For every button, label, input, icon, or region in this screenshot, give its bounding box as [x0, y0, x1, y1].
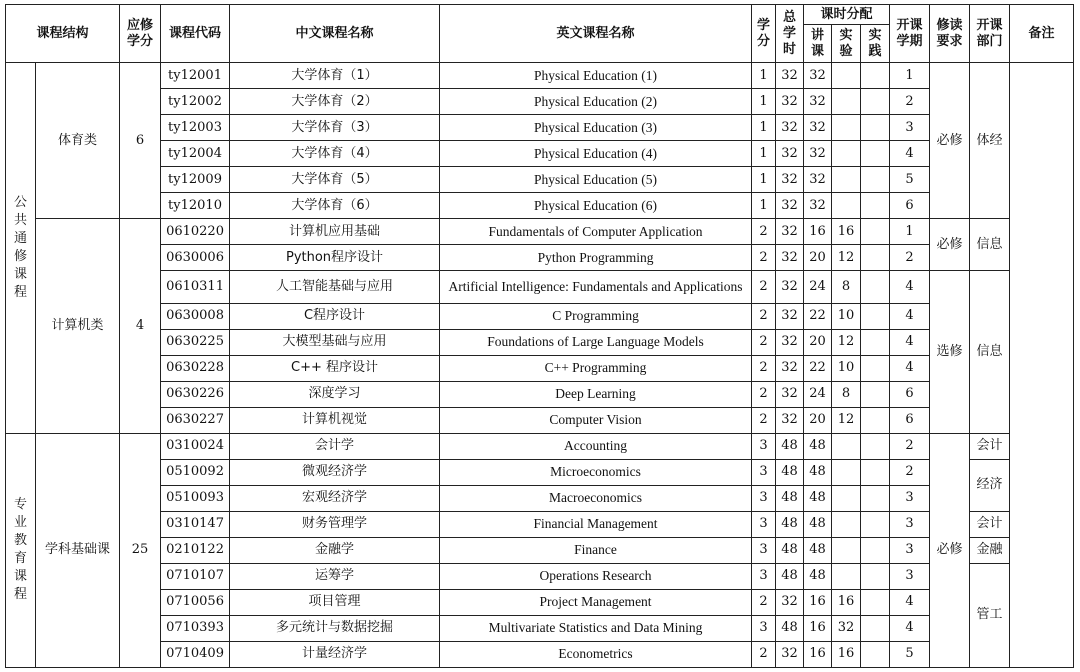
course-hours: 48 — [776, 485, 804, 511]
course-practice — [861, 63, 890, 89]
course-semester: 2 — [890, 89, 930, 115]
course-practice — [861, 589, 890, 615]
course-code: 0610311 — [161, 271, 230, 304]
course-cn-name: 多元统计与数据挖掘 — [230, 615, 440, 641]
course-credit: 1 — [752, 167, 776, 193]
course-lecture: 48 — [804, 511, 832, 537]
course-en-name: Physical Education (2) — [440, 89, 752, 115]
course-lecture: 22 — [804, 355, 832, 381]
course-credit: 1 — [752, 63, 776, 89]
course-hours: 48 — [776, 459, 804, 485]
course-code: 0710056 — [161, 589, 230, 615]
course-hours: 32 — [776, 63, 804, 89]
course-lab — [832, 115, 861, 141]
dept-management-engineering: 管工 — [970, 563, 1010, 667]
course-semester: 1 — [890, 63, 930, 89]
course-credit: 3 — [752, 459, 776, 485]
course-code: 0630006 — [161, 245, 230, 271]
dept-finance: 金融 — [970, 537, 1010, 563]
course-code: ty12001 — [161, 63, 230, 89]
course-hours: 32 — [776, 303, 804, 329]
course-lab: 12 — [832, 329, 861, 355]
course-credit: 3 — [752, 433, 776, 459]
course-semester: 6 — [890, 381, 930, 407]
header-total-hours: 总学时 — [776, 5, 804, 63]
course-semester: 4 — [890, 589, 930, 615]
course-practice — [861, 615, 890, 641]
course-en-name: Fundamentals of Computer Application — [440, 219, 752, 245]
course-hours: 32 — [776, 219, 804, 245]
header-note: 备注 — [1010, 5, 1074, 63]
course-semester: 5 — [890, 641, 930, 667]
course-practice — [861, 193, 890, 219]
group-public: 公共通修课程 — [6, 63, 36, 434]
course-semester: 6 — [890, 407, 930, 433]
course-lab: 10 — [832, 355, 861, 381]
requirement-pe: 必修 — [930, 63, 970, 219]
course-en-name: Accounting — [440, 433, 752, 459]
course-code: 0310024 — [161, 433, 230, 459]
course-lecture: 32 — [804, 63, 832, 89]
course-en-name: Finance — [440, 537, 752, 563]
category-pe: 体育类 — [36, 63, 120, 219]
course-lecture: 16 — [804, 641, 832, 667]
course-credit: 3 — [752, 615, 776, 641]
course-credit: 2 — [752, 589, 776, 615]
course-cn-name: 金融学 — [230, 537, 440, 563]
course-lecture: 20 — [804, 245, 832, 271]
course-hours: 32 — [776, 141, 804, 167]
course-en-name: Project Management — [440, 589, 752, 615]
course-semester: 2 — [890, 459, 930, 485]
course-lab: 10 — [832, 303, 861, 329]
course-credit: 3 — [752, 511, 776, 537]
credits-foundation: 25 — [120, 433, 161, 667]
course-cn-name: 微观经济学 — [230, 459, 440, 485]
course-hours: 48 — [776, 563, 804, 589]
course-en-name: Financial Management — [440, 511, 752, 537]
course-practice — [861, 407, 890, 433]
course-lab: 16 — [832, 219, 861, 245]
course-lab: 32 — [832, 615, 861, 641]
course-code: ty12004 — [161, 141, 230, 167]
table-row — [6, 485, 1074, 511]
course-lecture: 20 — [804, 407, 832, 433]
course-hours: 32 — [776, 115, 804, 141]
course-lab: 16 — [832, 641, 861, 667]
course-cn-name: 运筹学 — [230, 563, 440, 589]
course-cn-name: 大学体育（2） — [230, 89, 440, 115]
course-lecture: 48 — [804, 537, 832, 563]
course-semester: 1 — [890, 219, 930, 245]
course-lab — [832, 433, 861, 459]
header-practice: 实践 — [861, 25, 890, 63]
course-code: 0630228 — [161, 355, 230, 381]
course-en-name: Foundations of Large Language Models — [440, 329, 752, 355]
table-row — [6, 303, 1074, 329]
course-lab — [832, 63, 861, 89]
course-code: 0210122 — [161, 537, 230, 563]
course-hours: 32 — [776, 329, 804, 355]
course-cn-name: 大学体育（6） — [230, 193, 440, 219]
course-hours: 48 — [776, 433, 804, 459]
course-practice — [861, 459, 890, 485]
course-en-name: Physical Education (1) — [440, 63, 752, 89]
course-code: 0630008 — [161, 303, 230, 329]
course-semester: 3 — [890, 511, 930, 537]
table-row — [6, 141, 1074, 167]
course-lecture: 16 — [804, 219, 832, 245]
course-en-name: Physical Education (4) — [440, 141, 752, 167]
course-hours: 32 — [776, 245, 804, 271]
course-semester: 3 — [890, 485, 930, 511]
table-row — [6, 63, 1074, 89]
course-semester: 3 — [890, 537, 930, 563]
course-cn-name: 宏观经济学 — [230, 485, 440, 511]
course-en-name: Multivariate Statistics and Data Mining — [440, 615, 752, 641]
course-cn-name: 计量经济学 — [230, 641, 440, 667]
course-cn-name: 深度学习 — [230, 381, 440, 407]
table-row — [6, 355, 1074, 381]
course-practice — [861, 271, 890, 304]
table-row — [6, 615, 1074, 641]
course-practice — [861, 219, 890, 245]
course-practice — [861, 245, 890, 271]
course-credit: 3 — [752, 563, 776, 589]
requirement-cs-elective: 选修 — [930, 271, 970, 434]
course-en-name: Econometrics — [440, 641, 752, 667]
course-lab: 8 — [832, 271, 861, 304]
header-semester: 开课学期 — [890, 5, 930, 63]
course-lecture: 48 — [804, 433, 832, 459]
course-code: 0510093 — [161, 485, 230, 511]
note-cell — [1010, 63, 1074, 668]
course-cn-name: 会计学 — [230, 433, 440, 459]
course-lab: 12 — [832, 245, 861, 271]
course-lecture: 32 — [804, 115, 832, 141]
dept-pe: 体经 — [970, 63, 1010, 219]
course-en-name: Computer Vision — [440, 407, 752, 433]
header-hours-split: 课时分配 — [804, 5, 890, 25]
course-code: ty12009 — [161, 167, 230, 193]
course-lecture: 32 — [804, 193, 832, 219]
course-practice — [861, 355, 890, 381]
course-credit: 2 — [752, 219, 776, 245]
header-dept: 开课部门 — [970, 5, 1010, 63]
course-cn-name: 大学体育（4） — [230, 141, 440, 167]
dept-accounting: 会计 — [970, 511, 1010, 537]
course-code: ty12003 — [161, 115, 230, 141]
course-practice — [861, 115, 890, 141]
header-lecture: 讲课 — [804, 25, 832, 63]
course-cn-name: 大模型基础与应用 — [230, 329, 440, 355]
course-hours: 32 — [776, 193, 804, 219]
course-semester: 4 — [890, 615, 930, 641]
course-cn-name: 财务管理学 — [230, 511, 440, 537]
course-lecture: 20 — [804, 329, 832, 355]
course-practice — [861, 381, 890, 407]
course-hours: 32 — [776, 407, 804, 433]
course-lecture: 16 — [804, 589, 832, 615]
header-code: 课程代码 — [161, 5, 230, 63]
header-cn-name: 中文课程名称 — [230, 5, 440, 63]
table-row — [6, 381, 1074, 407]
course-lecture: 32 — [804, 89, 832, 115]
course-lecture: 22 — [804, 303, 832, 329]
course-lab — [832, 537, 861, 563]
course-lab — [832, 193, 861, 219]
course-semester: 2 — [890, 433, 930, 459]
course-credit: 2 — [752, 407, 776, 433]
course-lab — [832, 89, 861, 115]
course-hours: 32 — [776, 641, 804, 667]
table-row — [6, 167, 1074, 193]
table-row — [6, 407, 1074, 433]
course-en-name: Operations Research — [440, 563, 752, 589]
category-cs: 计算机类 — [36, 219, 120, 434]
dept-accounting: 会计 — [970, 433, 1010, 459]
course-en-name: Microeconomics — [440, 459, 752, 485]
course-semester: 4 — [890, 329, 930, 355]
course-semester: 2 — [890, 245, 930, 271]
course-cn-name: Python程序设计 — [230, 245, 440, 271]
course-code: ty12010 — [161, 193, 230, 219]
table-row — [6, 245, 1074, 271]
course-practice — [861, 511, 890, 537]
course-code: 0510092 — [161, 459, 230, 485]
course-en-name: Python Programming — [440, 245, 752, 271]
course-semester: 4 — [890, 355, 930, 381]
course-lecture: 24 — [804, 271, 832, 304]
table-row — [6, 219, 1074, 245]
course-semester: 4 — [890, 303, 930, 329]
course-credit: 2 — [752, 245, 776, 271]
course-lab — [832, 511, 861, 537]
course-lab — [832, 563, 861, 589]
course-hours: 32 — [776, 381, 804, 407]
course-credit: 1 — [752, 115, 776, 141]
course-en-name: Physical Education (3) — [440, 115, 752, 141]
course-practice — [861, 303, 890, 329]
course-code: 0630227 — [161, 407, 230, 433]
course-hours: 32 — [776, 167, 804, 193]
course-code: 0630226 — [161, 381, 230, 407]
table-body — [6, 63, 1074, 668]
course-credit: 1 — [752, 193, 776, 219]
course-cn-name: C程序设计 — [230, 303, 440, 329]
course-credit: 2 — [752, 381, 776, 407]
course-credit: 2 — [752, 271, 776, 304]
course-practice — [861, 641, 890, 667]
course-cn-name: 大学体育（1） — [230, 63, 440, 89]
course-practice — [861, 563, 890, 589]
course-practice — [861, 89, 890, 115]
course-semester: 3 — [890, 115, 930, 141]
course-cn-name: C++ 程序设计 — [230, 355, 440, 381]
header-lab: 实验 — [832, 25, 861, 63]
dept-cs-required: 信息 — [970, 219, 1010, 271]
course-credit: 2 — [752, 303, 776, 329]
course-en-name: Physical Education (5) — [440, 167, 752, 193]
header-en-name: 英文课程名称 — [440, 5, 752, 63]
course-lecture: 16 — [804, 615, 832, 641]
course-code: ty12002 — [161, 89, 230, 115]
course-code: 0710409 — [161, 641, 230, 667]
table-row — [6, 537, 1074, 563]
course-en-name: Macroeconomics — [440, 485, 752, 511]
course-credit: 1 — [752, 141, 776, 167]
course-lab — [832, 485, 861, 511]
table-row — [6, 589, 1074, 615]
course-semester: 6 — [890, 193, 930, 219]
dept-economics: 经济 — [970, 459, 1010, 511]
course-practice — [861, 433, 890, 459]
course-lecture: 24 — [804, 381, 832, 407]
course-credit: 2 — [752, 641, 776, 667]
course-hours: 48 — [776, 511, 804, 537]
course-practice — [861, 141, 890, 167]
course-practice — [861, 167, 890, 193]
header-credit: 学分 — [752, 5, 776, 63]
header-requirement: 修读要求 — [930, 5, 970, 63]
course-hours: 48 — [776, 615, 804, 641]
table-row — [6, 563, 1074, 589]
table-row — [6, 641, 1074, 667]
course-semester: 4 — [890, 271, 930, 304]
course-lecture: 32 — [804, 167, 832, 193]
group-major: 专业教育课程 — [6, 433, 36, 667]
table-row — [6, 89, 1074, 115]
course-code: 0630225 — [161, 329, 230, 355]
course-credit: 2 — [752, 355, 776, 381]
table-row — [6, 329, 1074, 355]
header-credits-required: 应修学分 — [120, 5, 161, 63]
course-lab: 16 — [832, 589, 861, 615]
course-credit: 2 — [752, 329, 776, 355]
course-lab: 8 — [832, 381, 861, 407]
requirement-foundation: 必修 — [930, 433, 970, 667]
table-row — [6, 193, 1074, 219]
course-hours: 32 — [776, 89, 804, 115]
requirement-cs-required: 必修 — [930, 219, 970, 271]
course-lecture: 48 — [804, 563, 832, 589]
course-en-name: C Programming — [440, 303, 752, 329]
credits-pe: 6 — [120, 63, 161, 219]
course-code: 0610220 — [161, 219, 230, 245]
course-cn-name: 大学体育（5） — [230, 167, 440, 193]
course-lab: 12 — [832, 407, 861, 433]
course-hours: 32 — [776, 589, 804, 615]
table-header — [6, 5, 1074, 63]
course-lab — [832, 141, 861, 167]
table-row — [6, 459, 1074, 485]
curriculum-table — [5, 4, 1074, 668]
table-row — [6, 433, 1074, 459]
table-row — [6, 115, 1074, 141]
course-credit: 3 — [752, 537, 776, 563]
course-lab — [832, 167, 861, 193]
course-en-name: Artificial Intelligence: Fundamentals and Applications — [440, 271, 752, 304]
course-hours: 32 — [776, 355, 804, 381]
course-cn-name: 计算机视觉 — [230, 407, 440, 433]
table-row — [6, 511, 1074, 537]
course-lecture: 48 — [804, 459, 832, 485]
course-en-name: Deep Learning — [440, 381, 752, 407]
table-row — [6, 271, 1074, 304]
course-semester: 3 — [890, 563, 930, 589]
course-hours: 32 — [776, 271, 804, 304]
course-credit: 1 — [752, 89, 776, 115]
course-en-name: C++ Programming — [440, 355, 752, 381]
category-foundation: 学科基础课 — [36, 433, 120, 667]
course-credit: 3 — [752, 485, 776, 511]
course-practice — [861, 537, 890, 563]
course-practice — [861, 329, 890, 355]
course-hours: 48 — [776, 537, 804, 563]
course-cn-name: 计算机应用基础 — [230, 219, 440, 245]
course-practice — [861, 485, 890, 511]
course-lab — [832, 459, 861, 485]
header-structure: 课程结构 — [6, 5, 120, 63]
course-semester: 4 — [890, 141, 930, 167]
course-lecture: 48 — [804, 485, 832, 511]
course-lecture: 32 — [804, 141, 832, 167]
course-en-name: Physical Education (6) — [440, 193, 752, 219]
course-cn-name: 项目管理 — [230, 589, 440, 615]
course-cn-name: 人工智能基础与应用 — [230, 271, 440, 304]
dept-cs-elective: 信息 — [970, 271, 1010, 434]
course-code: 0310147 — [161, 511, 230, 537]
course-cn-name: 大学体育（3） — [230, 115, 440, 141]
course-code: 0710107 — [161, 563, 230, 589]
credits-cs: 4 — [120, 219, 161, 434]
course-semester: 5 — [890, 167, 930, 193]
course-code: 0710393 — [161, 615, 230, 641]
